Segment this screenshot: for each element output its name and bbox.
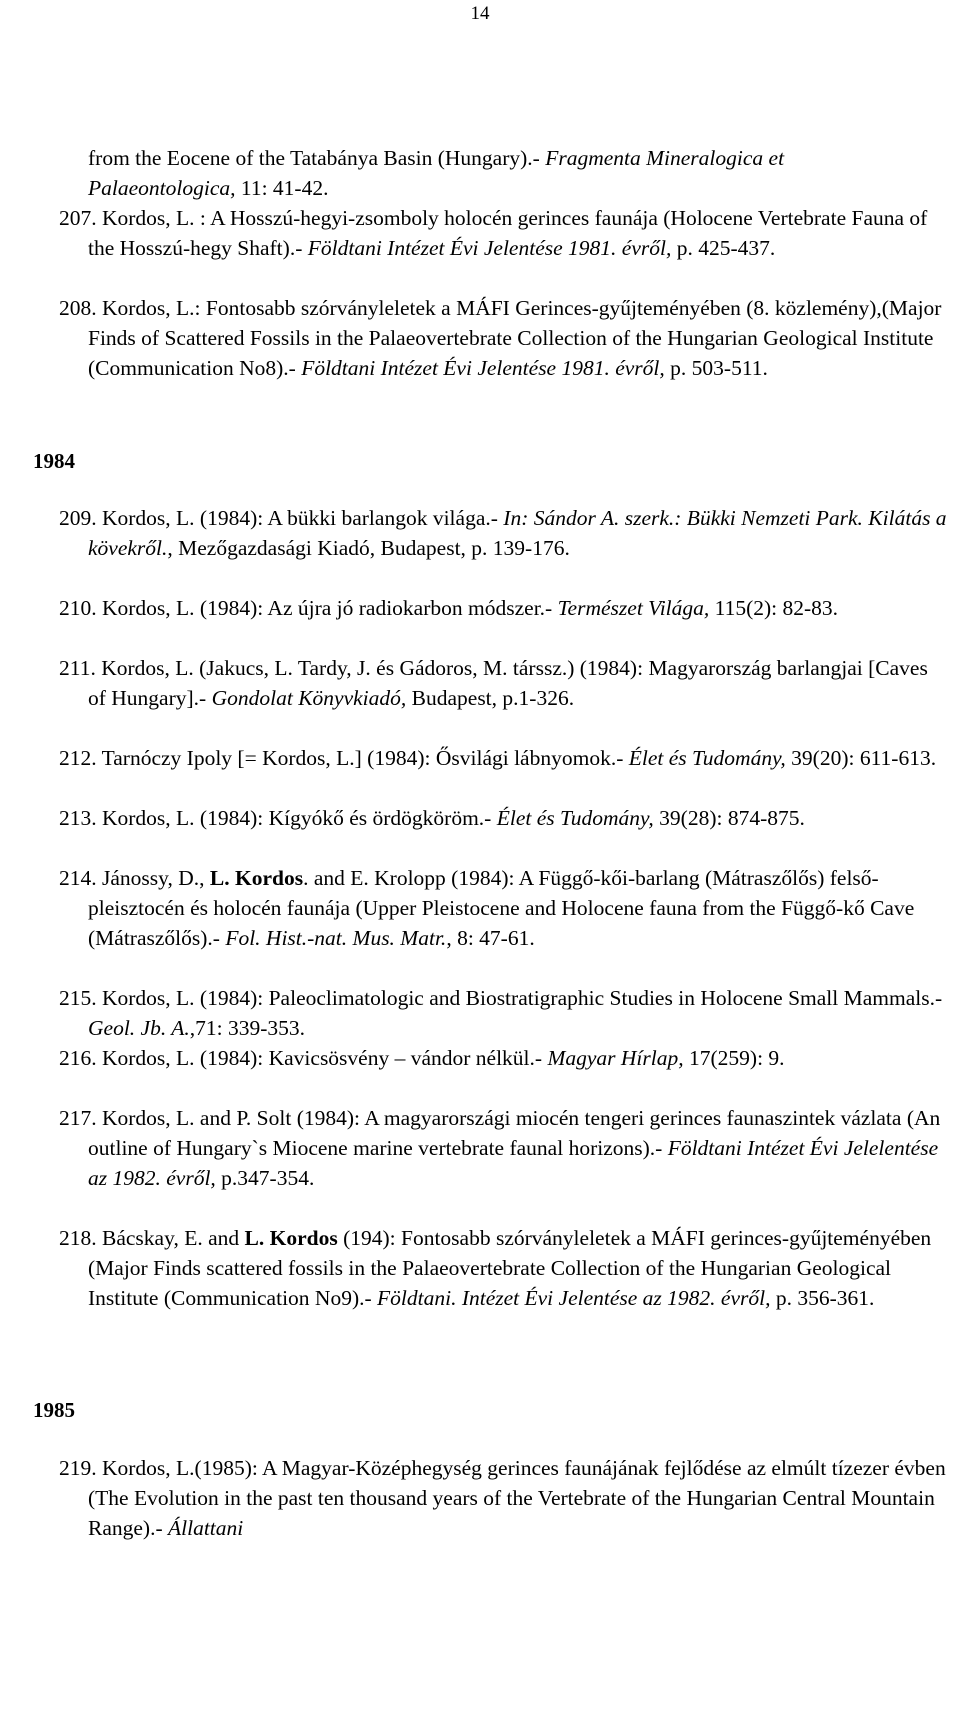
text: Kordos, L.(1985): A Magyar-Középhegység gerinces faunájának fejlődése az elmúlt tízezer évben (The Evolution in the past ten thousand years of the Vertebrate of the Hungarian Central Mountain Range).- xyxy=(88,1456,946,1540)
text: , 8: 47-61. xyxy=(446,926,535,950)
text: Kordos, L. : A Hosszú-hegyi-zsomboly holocén gerinces faunája (Holocene Vertebrate Fauna of the Hosszú-hegy Shaft).- xyxy=(88,206,928,260)
text: Tarnóczy Ipoly [= Kordos, L.] (1984): Ősvilági lábnyomok.- xyxy=(101,746,629,770)
text: 17(259): 9. xyxy=(683,1046,785,1070)
text: Bácskay, E. and xyxy=(102,1226,245,1250)
text: Kordos, L. (1984): Paleoclimatologic and Biostratigraphic Studies in Holocene Small Mammals.- xyxy=(102,986,943,1010)
text: , Mezőgazdasági Kiadó, Budapest, p. 139-176. xyxy=(167,536,570,560)
entry-219 xyxy=(59,1453,948,1543)
entry-216 xyxy=(59,1043,948,1073)
text: p. 356-361. xyxy=(770,1286,875,1310)
entry-number: 213. xyxy=(59,806,102,830)
journal-title: Fol. Hist.-nat. Mus. Matr. xyxy=(225,926,447,950)
entry-207 xyxy=(59,203,948,263)
text: from the Eocene of the Tatabánya Basin (Hungary).- xyxy=(88,146,546,170)
text: (194): Fontosabb szórványleletek a MÁFI gerinces-gyűjteményében (Major Finds scattered fossils in the Palaeovertebrate Collection of the Hungarian Geological Institute (Communication No9).- xyxy=(88,1226,932,1310)
entry-214 xyxy=(59,863,948,953)
text: Kordos, L. (Jakucs, L. Tardy, J. és Gádoros, M. társsz.) (1984): Magyarország barlangjai [Caves of Hungary].- xyxy=(88,656,928,710)
text: Kordos, L. (1984): Kavicsösvény – vándor nélkül.- xyxy=(102,1046,548,1070)
text: p. 425-437. xyxy=(671,236,776,260)
journal-title: Élet és Tudomány, xyxy=(628,746,786,770)
continued-entry xyxy=(88,143,923,203)
text: Kordos, L. (1984): Kígyókő és ördögköröm.- xyxy=(102,806,497,830)
journal-title: Geol. Jb. A. xyxy=(88,1016,190,1040)
publisher-name: Gondolat Könyvkiadó, xyxy=(211,686,407,710)
entry-212 xyxy=(59,743,948,773)
text: Kordos, L. and P. Solt (1984): A magyarországi miocén tengeri gerinces faunaszintek vázlata (An outline of Hungary`s Miocene marine vertebrate faunal horizons).- xyxy=(88,1106,941,1160)
author-name: L. Kordos xyxy=(244,1226,338,1250)
entry-218 xyxy=(59,1223,948,1313)
journal-title: Fragmenta Mineralogica et Palaeontologica, xyxy=(88,146,785,200)
text: ,71: 339-353. xyxy=(189,1016,305,1040)
text: 11: 41-42. xyxy=(235,176,329,200)
text: p.347-354. xyxy=(215,1166,315,1190)
text: . and E. Krolopp (1984): A Függő-kői-barlang (Mátraszőlős) felső-pleisztocén és holocén faunája (Upper Pleistocene and Holocene fauna from the Függő-kő Cave (Mátraszőlős).- xyxy=(88,866,915,950)
journal-title: Földtani Intézet Évi Jelentése 1981. évről, xyxy=(307,236,672,260)
entry-213 xyxy=(59,803,948,833)
entry-number: 215. xyxy=(59,986,102,1010)
entry-210 xyxy=(59,593,948,623)
entry-number: 211. xyxy=(59,656,102,680)
author-name: L. Kordos xyxy=(209,866,304,890)
entry-number: 210. xyxy=(59,596,102,620)
journal-title: Állattani xyxy=(168,1516,244,1540)
text: Jánossy, D., xyxy=(102,866,210,890)
text: Kordos, L. (1984): Az újra jó radiokarbon módszer.- xyxy=(102,596,558,620)
text: Kordos, L. (1984): A bükki barlangok világa.- xyxy=(102,506,504,530)
entry-208 xyxy=(59,293,948,383)
entry-211 xyxy=(59,653,948,713)
text: 39(28): 874-875. xyxy=(653,806,805,830)
year-heading-1985: 1985 xyxy=(33,1398,75,1422)
text: 115(2): 82-83. xyxy=(709,596,839,620)
journal-title: Földtani. Intézet Évi Jelentése az 1982. évről, xyxy=(377,1286,771,1310)
entry-number: 212. xyxy=(59,746,102,770)
entry-number: 218. xyxy=(59,1226,102,1250)
journal-title: Természet Világa, xyxy=(557,596,710,620)
journal-title: Élet és Tudomány, xyxy=(496,806,654,830)
entry-number: 216. xyxy=(59,1046,102,1070)
italic-text: In: Sándor A. szerk.: Bükki Nemzeti Park. Kilátás a kövekről. xyxy=(88,506,947,560)
entry-number: 214. xyxy=(59,866,102,890)
entry-number: 207. xyxy=(59,206,102,230)
text: Budapest, p.1-326. xyxy=(406,686,575,710)
journal-title: Földtani Intézet Évi Jelentése 1981. évről, xyxy=(301,356,665,380)
entry-215 xyxy=(59,983,948,1043)
entry-number: 209. xyxy=(59,506,102,530)
text: 39(20): 611-613. xyxy=(785,746,937,770)
journal-title: Földtani Intézet Évi Jelelentése az 1982. évről, xyxy=(88,1136,939,1190)
journal-title: Magyar Hírlap, xyxy=(547,1046,684,1070)
text: p. 503-511. xyxy=(664,356,768,380)
page-number: 14 xyxy=(470,3,490,24)
entry-number: 219. xyxy=(59,1456,102,1480)
entry-number: 208. xyxy=(59,296,102,320)
entry-217 xyxy=(59,1103,948,1193)
text: Kordos, L.: Fontosabb szórványleletek a MÁFI Gerinces-gyűjteményében (8. közlemény),(Major Finds of Scattered Fossils in the Palaeovertebrate Collection of the Hungarian Geological Institute (Communication No8).- xyxy=(88,296,942,380)
entry-number: 217. xyxy=(59,1106,102,1130)
year-heading-1984: 1984 xyxy=(33,449,75,473)
entry-209 xyxy=(59,503,948,563)
